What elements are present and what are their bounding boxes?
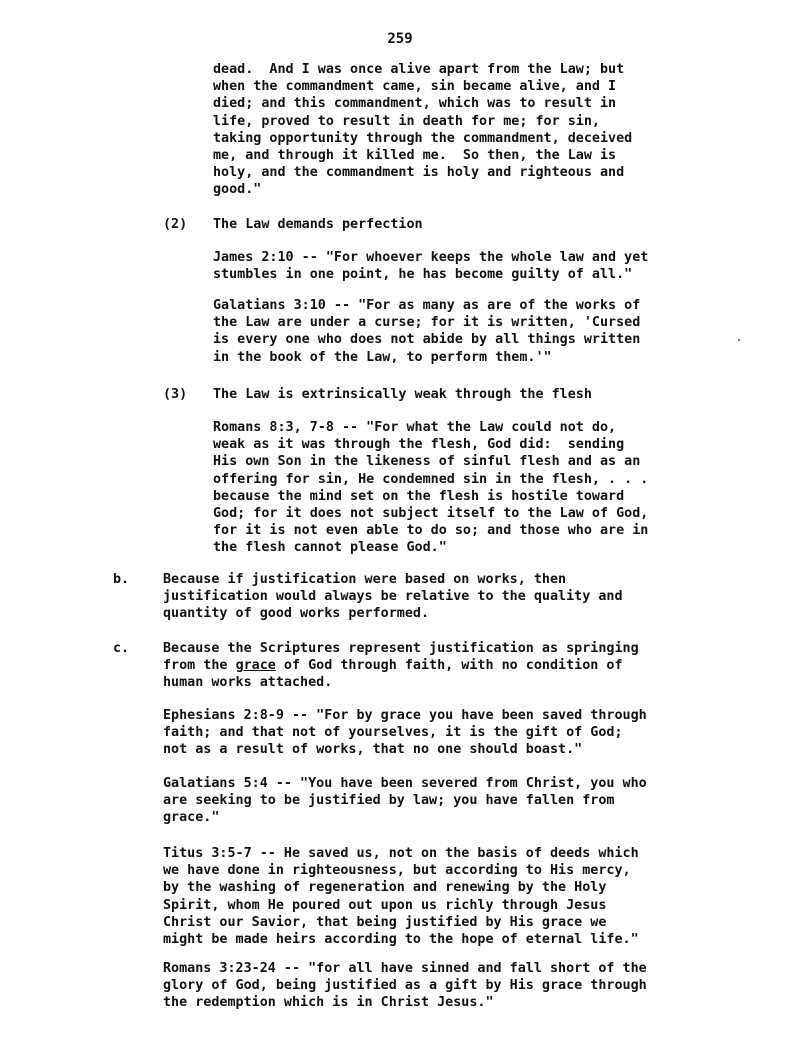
quote-line: life, proved to result in death for me; for sin, [213,113,600,129]
quote-line: for it is not even able to do so; and those who are in [213,523,649,539]
quote-line: me, and through it killed me. So then, the Law is [213,148,617,164]
galatians-5-4-quote [163,775,647,827]
quote-line: Romans 8:3, 7-8 -- "For what the Law could not do, [213,420,617,435]
paragraph-line: quantity of good works performed. [163,606,430,622]
point-c-marker: c. [113,641,130,656]
titus-3-5-quote [163,845,639,948]
quote-line: might be made heirs according to the hope of eternal life." [163,932,639,948]
quote-line: when the commandment came, sin became alive, and I [213,79,617,95]
quote-line: dead. And I was once alive apart from the Law; but [213,62,625,77]
quote-line: the flesh cannot please God." [213,540,447,556]
quote-line: is every one who does not abide by all things written [213,332,641,348]
quote-line: holy, and the commandment is holy and righteous and [213,165,625,181]
point-b-text [163,571,623,623]
quote-line: James 2:10 -- "For whoever keeps the whole law and yet [213,250,649,265]
point-b-marker: b. [113,572,130,587]
james-2-10-quote [213,249,648,283]
paragraph-line: justification would always be relative to the quality and [163,589,623,605]
page-number: 259 [387,31,413,47]
quote-line: Titus 3:5-7 -- He saved us, not on the basis of deeds which [163,846,639,861]
quote-line: Romans 3:23-24 -- "for all have sinned and fall short of the [163,961,647,976]
point-2-marker: (2) [163,217,188,232]
quote-line: Spirit, whom He poured out upon us richly through Jesus [163,897,607,913]
quote-line: faith; and that not of yourselves, it is the gift of God; [163,725,623,741]
quote-line: died; and this commandment, which was to result in [213,96,617,112]
underlined-grace: grace [235,658,276,674]
romans-8-quote [213,419,648,557]
quote-line: in the book of the Law, to perform them.'" [213,349,552,365]
quote-line: God; for it does not subject itself to the Law of God, [213,506,649,522]
point-3-marker: (3) [163,387,188,402]
galatians-3-10-quote [213,297,640,366]
point-c-text [163,640,639,692]
quote-line: the redemption which is in Christ Jesus." [163,995,494,1011]
quote-line: Galatians 3:10 -- "For as many as are of the works of [213,298,641,313]
heading-text: The Law is extrinsically weak through the flesh [213,387,592,402]
paragraph-line [163,657,639,674]
quote-line: Ephesians 2:8-9 -- "For by grace you have been saved through [163,708,647,723]
romans-3-23-quote [163,960,647,1012]
ephesians-2-8-quote [163,707,647,759]
quote-line: glory of God, being justified as a gift by His grace through [163,978,647,994]
scan-speck [738,339,740,341]
quote-line: the Law are under a curse; for it is written, 'Cursed [213,315,641,331]
quote-line: His own Son in the likeness of sinful flesh and as an [213,454,641,470]
quote-line: taking opportunity through the commandment, deceived [213,130,633,146]
quote-line: are seeking to be justified by law; you have fallen from [163,793,615,809]
paragraph-line: Because if justification were based on works, then [163,572,567,587]
quote-line: because the mind set on the flesh is hostile toward [213,488,625,504]
quote-line: not as a result of works, that no one should boast." [163,742,583,758]
quote-line: Galatians 5:4 -- "You have been severed from Christ, you who [163,776,647,791]
text-segment: of God through faith, with no condition of [275,658,623,674]
quote-line: weak as it was through the flesh, God did: sending [213,437,625,453]
quote-line: Christ our Savior, that being justified by His grace we [163,914,607,930]
heading-text: The Law demands perfection [213,217,423,232]
quote-line: stumbles in one point, he has become guilty of all." [213,267,633,283]
quote-line: offering for sin, He condemned sin in the flesh, . . . [213,471,649,487]
text-segment: from the [163,658,236,674]
quote-line: good." [213,182,262,198]
point-2-heading [213,216,423,233]
paragraph-line: human works attached. [163,675,333,691]
quote-line: we have done in righteousness, but according to His mercy, [163,863,631,879]
point-3-heading [213,386,592,403]
opening-quote [213,61,632,199]
quote-line: by the washing of regeneration and renewing by the Holy [163,880,607,896]
quote-line: grace." [163,810,220,826]
paragraph-line: Because the Scriptures represent justification as springing [163,641,639,656]
